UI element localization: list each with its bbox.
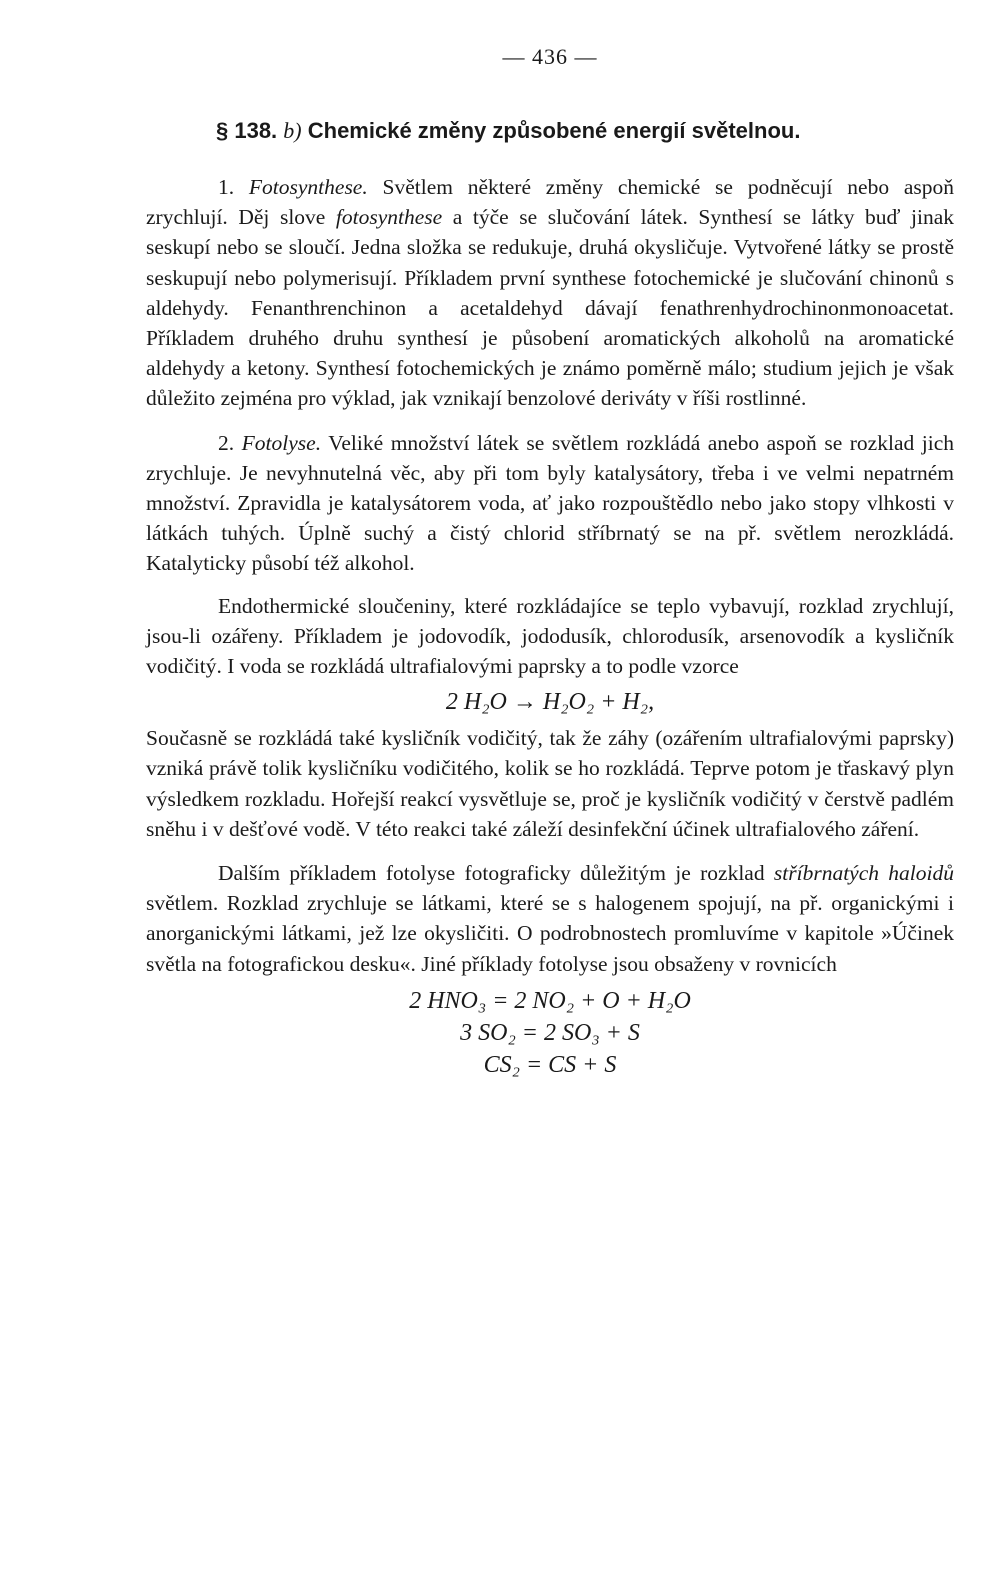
paragraph-text: Endothermické sloučeniny, které rozkládajíce se teplo vybavují, rozklad zrychlují, jsou-li ozářeny. Příkladem je jodovodík, jododusík, chlorodusík, arsenovodík a kysličník vodičitý. I voda se rozkládá ultrafialovými paprsky a to podle vzorce <box>146 593 954 679</box>
section-letter: b) <box>283 118 302 143</box>
page-number: — 436 — <box>502 44 598 69</box>
paragraph-text: Dalším příkladem fotolyse fotograficky důležitým je rozklad <box>218 861 774 886</box>
section-heading <box>216 118 800 144</box>
equation-block <box>146 985 954 1081</box>
paragraph-number: 2. <box>218 430 235 455</box>
section-title-text: Chemické změny způsobené energií světelnou. <box>307 118 801 143</box>
equation-water-decomposition: 2 H₂O → H₂O₂ + H₂, <box>445 689 655 716</box>
term-fotosynthese-inline: fotosynthese <box>335 205 443 230</box>
equation-nitric-acid: 2 HNO₃ = 2 NO₂ + O + H₂O <box>409 987 691 1014</box>
section-number: § 138. <box>216 118 278 143</box>
term-fotosynthese: Fotosynthese. <box>248 175 368 199</box>
paragraph-peroxide <box>146 723 954 844</box>
equation-sulfur-dioxide: 3 SO₂ = 2 SO₃ + S <box>460 1019 640 1046</box>
paragraph-fotosynthese <box>146 172 954 414</box>
paragraph-number: 1. <box>218 175 235 199</box>
paragraph-silver-halides <box>146 858 954 979</box>
paragraph-text: Světlem některé změny chemické se podněcují nebo aspoň zrychlují. Děj slove <box>146 175 955 230</box>
term-fotolyse: Fotolyse. <box>241 430 322 455</box>
paragraph-text: a týče se slučování látek. Synthesí se látky buď jinak seskupí nebo se sloučí. Jedna složka se redukuje, druhá okysličuje. Vytvořené látky se prostě seskupují nebo polymerisují. Příkladem první synthese fotochemické je slučování chinonů s aldehydy. Fenanthrenchinon a acetaldehyd dávají fenathrenhydrochinonmonoacetat. Příkladem druhého druhu synthesí je působení aromatických alkoholů na aromatické aldehydy a ketony. Synthesí fotochemických je známo poměrně málo; studium jejich je však důležito zejména pro výklad, jak vznikají benzolové deriváty v říši rostlinné. <box>146 205 954 411</box>
equation-carbon-disulfide: CS₂ = CS + S <box>483 1051 617 1078</box>
paragraph-text: Veliké množství látek se světlem rozkládá anebo aspoň se rozklad jich zrychluje. Je nevyhnutelná věc, aby při tom byly katalysátory, třeba i ve velmi nepatrném množství. Zpravidla je katalysátorem voda, ať jako rozpouštědlo nebo jako stopy vlhkosti v látkách tuhých. Úplně suchý a čistý chlorid stříbrnatý se na př. světlem nerozkládá. Katalyticky působí též alkohol. <box>146 430 955 576</box>
body-text <box>146 172 954 1081</box>
paragraph-fotolyse <box>146 428 954 579</box>
term-silver-halides: stříbrnatých haloidů <box>773 861 954 886</box>
paragraph-text: světlem. Rozklad zrychluje se látkami, které se s halogenem spojují, na př. organickými i anorganickými látkami, jež lze okysličiti. O podrobnostech promluvíme v kapitole »Účinek světla na fotografickou desku«. Jiné příklady fotolyse jsou obsaženy v rovnicích <box>146 891 954 976</box>
paragraph-endothermic <box>146 591 954 682</box>
paragraph-text: Současně se rozkládá také kysličník vodičitý, tak že záhy (ozářením ultrafialovými paprsky) vzniká právě tolik kysličníku vodičitého, kolik se ho rozkládá. Teprve potom je třaskavý plyn výsledkem rozkladu. Hořejší reakcí vysvětluje se, proč je kysličník vodičitý v čerstvě padlém sněhu i v dešťové vodě. V této reakci také záleží desinfekční účinek ultrafialového záření. <box>146 726 954 841</box>
